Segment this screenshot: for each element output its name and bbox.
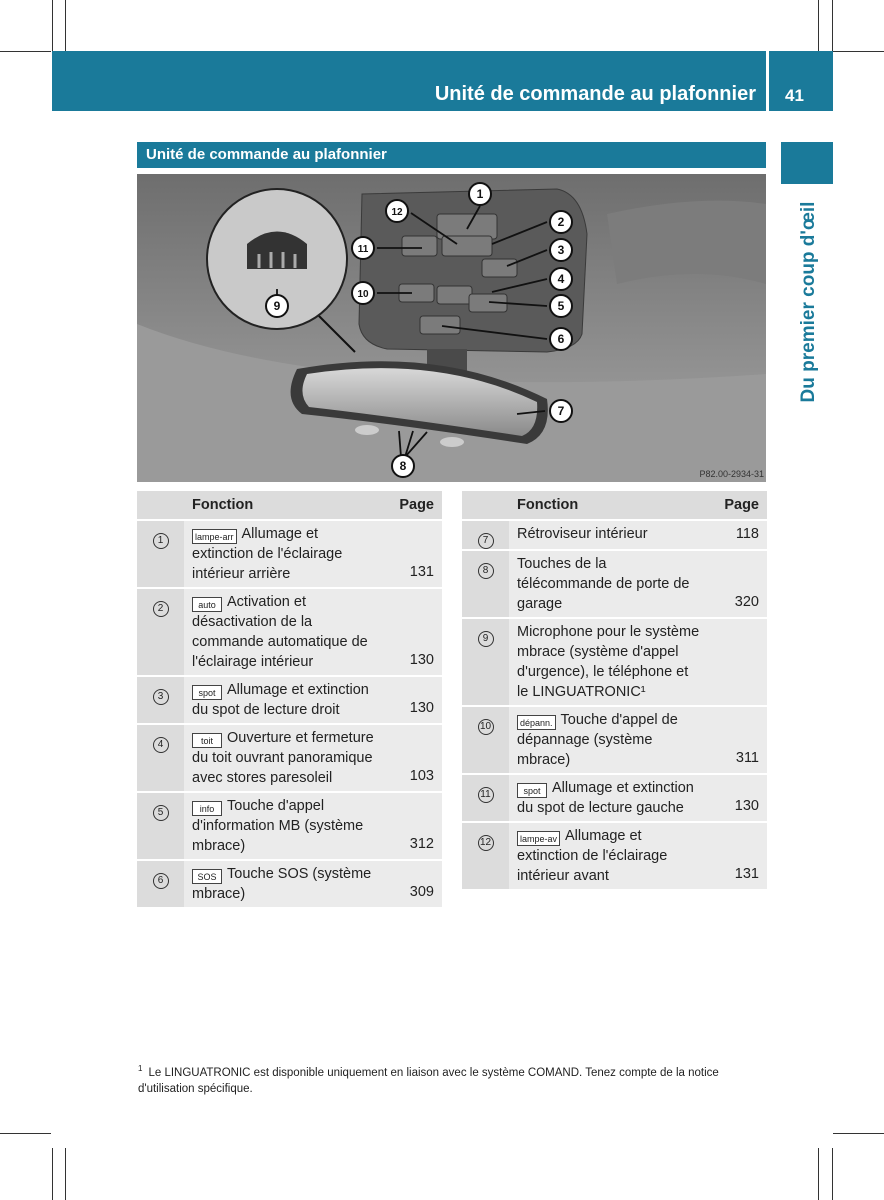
row-function: toit Ouverture et fermeture du toit ouvrant panoramique avec stores paresoleil xyxy=(184,724,383,792)
callout-2: 2 xyxy=(557,215,565,229)
row-function: spot Allumage et extinction du spot de lecture droit xyxy=(184,676,383,724)
callout-10: 10 xyxy=(357,289,369,300)
row-function: Rétroviseur intérieur xyxy=(509,520,708,550)
row-page: 311 xyxy=(708,706,767,774)
header-num xyxy=(462,491,509,520)
reading-light-icon: spot xyxy=(517,783,547,798)
header-function: Fonction xyxy=(184,491,383,520)
crop-mark xyxy=(833,1133,884,1134)
overhead-control-illustration xyxy=(137,174,766,482)
table-row xyxy=(462,822,767,890)
row-number: 10 xyxy=(462,706,509,774)
table-row xyxy=(137,676,442,724)
callout-8: 8 xyxy=(399,459,407,473)
callout-1: 1 xyxy=(476,187,484,201)
crop-mark xyxy=(832,1148,833,1200)
crop-mark xyxy=(65,1148,66,1200)
row-page: 312 xyxy=(383,792,442,860)
side-tab xyxy=(781,142,833,184)
row-function: dépann. Touche d'appel de dépannage (système mbrace) xyxy=(509,706,708,774)
callout-7: 7 xyxy=(557,404,565,418)
auto-light-icon: auto xyxy=(192,597,222,612)
crop-mark xyxy=(833,51,884,52)
crop-mark xyxy=(65,0,66,51)
section-title: Unité de commande au plafonnier xyxy=(137,142,766,168)
row-page: 130 xyxy=(383,676,442,724)
function-table-right xyxy=(462,491,767,891)
phone-info-icon: info xyxy=(192,801,222,816)
table-row xyxy=(462,774,767,822)
callout-4: 4 xyxy=(557,272,565,286)
crop-mark xyxy=(0,51,51,52)
callout-6: 6 xyxy=(557,332,565,346)
sos-icon: SOS xyxy=(192,869,222,884)
row-number: 4 xyxy=(137,724,184,792)
breakdown-call-icon: dépann. xyxy=(517,715,556,730)
row-number: 11 xyxy=(462,774,509,822)
row-page: 131 xyxy=(383,520,442,588)
crop-mark xyxy=(818,0,819,51)
crop-mark xyxy=(52,1148,53,1200)
header-function: Fonction xyxy=(509,491,708,520)
row-page: 131 xyxy=(708,822,767,890)
table-row xyxy=(137,860,442,908)
header-num xyxy=(137,491,184,520)
row-number: 12 xyxy=(462,822,509,890)
row-function: info Touche d'appel d'information MB (système mbrace) xyxy=(184,792,383,860)
table-header-row xyxy=(137,491,442,520)
footnote xyxy=(138,1061,768,1097)
table-row xyxy=(462,706,767,774)
row-function: Microphone pour le système mbrace (système d'appel d'urgence), le téléphone et le LINGUATRONIC¹ xyxy=(509,618,708,706)
function-table-left xyxy=(137,491,442,909)
row-page xyxy=(708,618,767,706)
crop-mark xyxy=(818,1148,819,1200)
sunroof-icon: toit xyxy=(192,733,222,748)
table-row xyxy=(137,724,442,792)
row-number: 8 xyxy=(462,550,509,618)
row-function: auto Activation et désactivation de la commande automatique de l'éclairage intérieur xyxy=(184,588,383,676)
reading-light-icon: spot xyxy=(192,685,222,700)
header-bar xyxy=(52,51,766,111)
front-light-icon: lampe-av xyxy=(517,831,560,846)
page-number: 41 xyxy=(785,86,804,105)
table-row xyxy=(462,550,767,618)
callout-11: 11 xyxy=(357,244,369,255)
row-function: spot Allumage et extinction du spot de lecture gauche xyxy=(509,774,708,822)
callout-9: 9 xyxy=(273,299,281,313)
callout-12: 12 xyxy=(391,207,403,218)
table-row xyxy=(137,792,442,860)
header-page: Page xyxy=(708,491,767,520)
table-row xyxy=(137,520,442,588)
row-number: 1 xyxy=(137,520,184,588)
row-page: 103 xyxy=(383,724,442,792)
row-number: 3 xyxy=(137,676,184,724)
row-number: 7 xyxy=(462,520,509,550)
running-header-title: Unité de commande au plafonnier xyxy=(434,83,756,105)
row-number: 5 xyxy=(137,792,184,860)
footnote-mark: 1 xyxy=(138,1064,143,1073)
table-header-row xyxy=(462,491,767,520)
row-page: 118 xyxy=(708,520,767,550)
row-number: 2 xyxy=(137,588,184,676)
crop-mark xyxy=(832,0,833,51)
row-page: 130 xyxy=(383,588,442,676)
callout-3: 3 xyxy=(557,243,565,257)
footnote-text: Le LINGUATRONIC est disponible uniquement en liaison avec le système COMAND. Tenez compte de la notice d'utilisation spécifique. xyxy=(138,1066,719,1095)
row-function: Touches de la télécommande de porte de garage xyxy=(509,550,708,618)
row-number: 6 xyxy=(137,860,184,908)
row-page: 309 xyxy=(383,860,442,908)
row-function: lampe-arr Allumage et extinction de l'éclairage intérieur arrière xyxy=(184,520,383,588)
row-page: 130 xyxy=(708,774,767,822)
side-tab-label: Du premier coup d'œil xyxy=(798,201,819,403)
row-function: SOS Touche SOS (système mbrace) xyxy=(184,860,383,908)
crop-mark xyxy=(52,0,53,51)
rear-light-icon: lampe-arr xyxy=(192,529,237,544)
table-row xyxy=(137,588,442,676)
page-number-box xyxy=(769,51,833,111)
overhead-control-figure xyxy=(137,174,766,482)
figure-code: P82.00-2934-31 xyxy=(699,469,764,479)
header-page: Page xyxy=(383,491,442,520)
callout-5: 5 xyxy=(557,299,565,313)
table-row xyxy=(462,618,767,706)
table-row xyxy=(462,520,767,550)
crop-mark xyxy=(0,1133,51,1134)
row-function: lampe-av Allumage et extinction de l'éclairage intérieur avant xyxy=(509,822,708,890)
row-number: 9 xyxy=(462,618,509,706)
row-page: 320 xyxy=(708,550,767,618)
